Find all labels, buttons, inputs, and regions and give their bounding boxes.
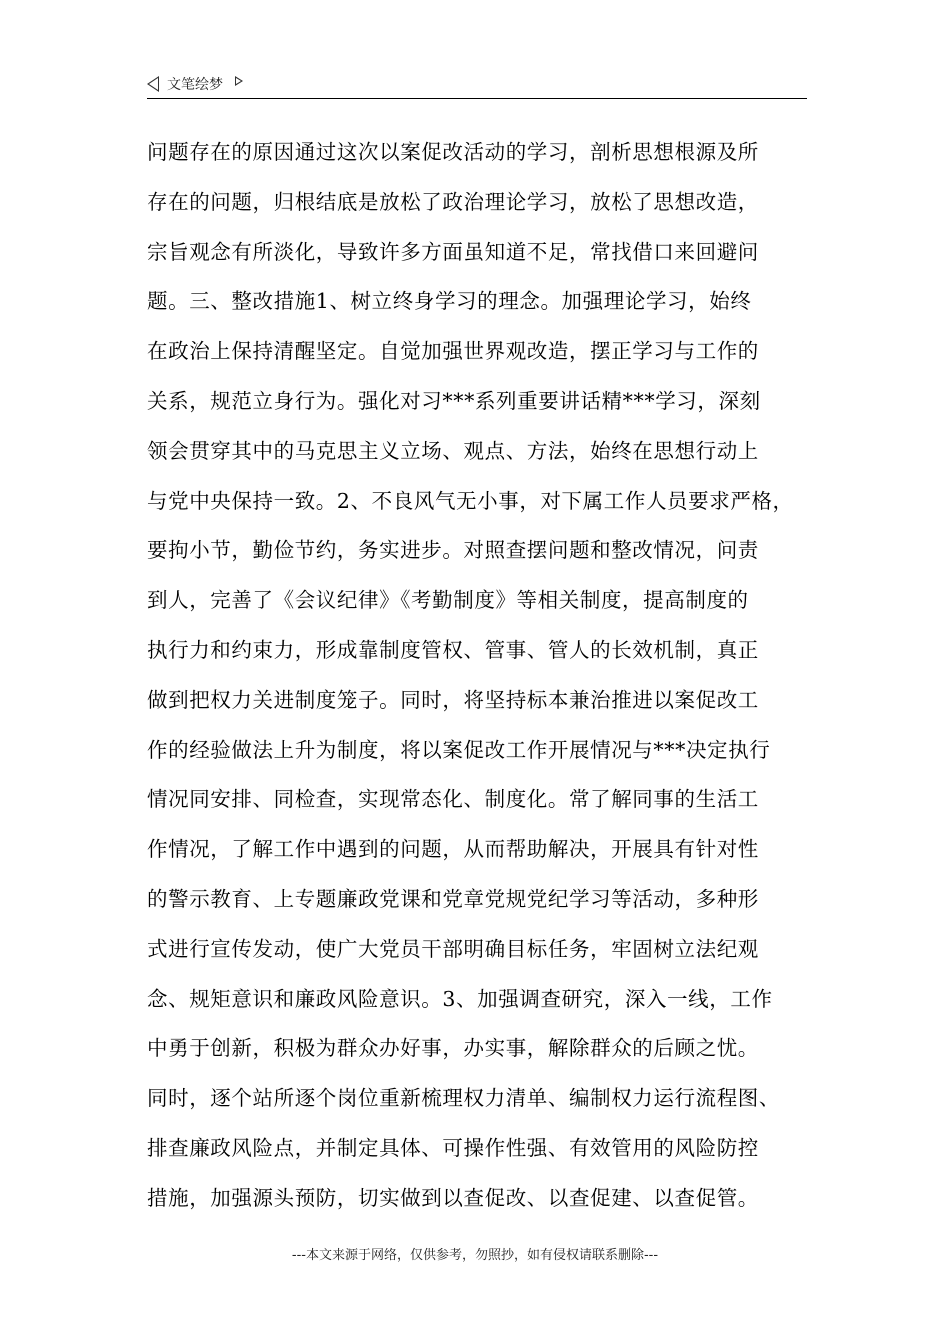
triangle-right-outline-icon	[235, 76, 243, 86]
body-line: 作情况，了解工作中遇到的问题，从而帮助解决，开展具有针对性	[147, 837, 759, 862]
header-bar	[147, 74, 243, 94]
document-body	[147, 128, 811, 1224]
body-line: 执行力和约束力，形成靠制度管权、管事、管人的长效机制，真正	[147, 637, 759, 662]
header-title: 文笔绘梦	[167, 77, 223, 93]
body-line: 到人，完善了《会议纪律》《考勤制度》等相关制度，提高制度的	[147, 588, 749, 613]
body-line: 措施，加强源头预防，切实做到以查促改、以查促建、以查促管。	[147, 1185, 759, 1210]
triangle-left-outline-icon	[147, 76, 159, 92]
body-line: 问题存在的原因通过这次以案促改活动的学习，剖析思想根源及所	[147, 140, 759, 164]
body-line: 关系，规范立身行为。强化对习***系列重要讲话精***学习，深刻	[147, 388, 761, 413]
body-line: 的警示教育、上专题廉政党课和党章党规党纪学习等活动，多种形	[147, 886, 759, 911]
body-line: 排查廉政风险点，并制定具体、可操作性强、有效管用的风险防控	[147, 1135, 759, 1160]
body-line: 宗旨观念有所淡化，导致许多方面虽知道不足，常找借口来回避问	[147, 239, 759, 264]
body-line: 存在的问题，归根结底是放松了政治理论学习，放松了思想改造，	[147, 189, 759, 214]
body-line: 做到把权力关进制度笼子。同时，将坚持标本兼治推进以案促改工	[147, 687, 759, 712]
body-line: 中勇于创新，积极为群众办好事，办实事，解除群众的后顾之忧。	[147, 1036, 759, 1061]
body-line: 同时，逐个站所逐个岗位重新梳理权力清单、编制权力运行流程图、	[147, 1086, 780, 1111]
body-line: 在政治上保持清醒坚定。自觉加强世界观改造，摆正学习与工作的	[147, 339, 759, 364]
body-line: 情况同安排、同检查，实现常态化、制度化。常了解同事的生活工	[147, 787, 759, 812]
body-line: 与党中央保持一致。2、不良风气无小事，对下属工作人员要求严格，	[147, 488, 794, 513]
page-header	[147, 72, 807, 99]
body-line: 题。三、整改措施1、树立终身学习的理念。加强理论学习，始终	[147, 289, 752, 314]
body-line: 式进行宣传发动，使广大党员干部明确目标任务，牢固树立法纪观	[147, 936, 759, 961]
body-line: 作的经验做法上升为制度，将以案促改工作开展情况与***决定执行	[147, 737, 771, 762]
body-line: 念、规矩意识和廉政风险意识。3、加强调查研究，深入一线，工作	[147, 986, 773, 1011]
body-line: 要拘小节，勤俭节约，务实进步。对照查摆问题和整改情况，问责	[147, 538, 759, 563]
body-line: 领会贯穿其中的马克思主义立场、观点、方法，始终在思想行动上	[147, 438, 759, 463]
footer-disclaimer: ---本文来源于网络，仅供参考，勿照抄，如有侵权请联系删除---	[291, 1248, 659, 1263]
